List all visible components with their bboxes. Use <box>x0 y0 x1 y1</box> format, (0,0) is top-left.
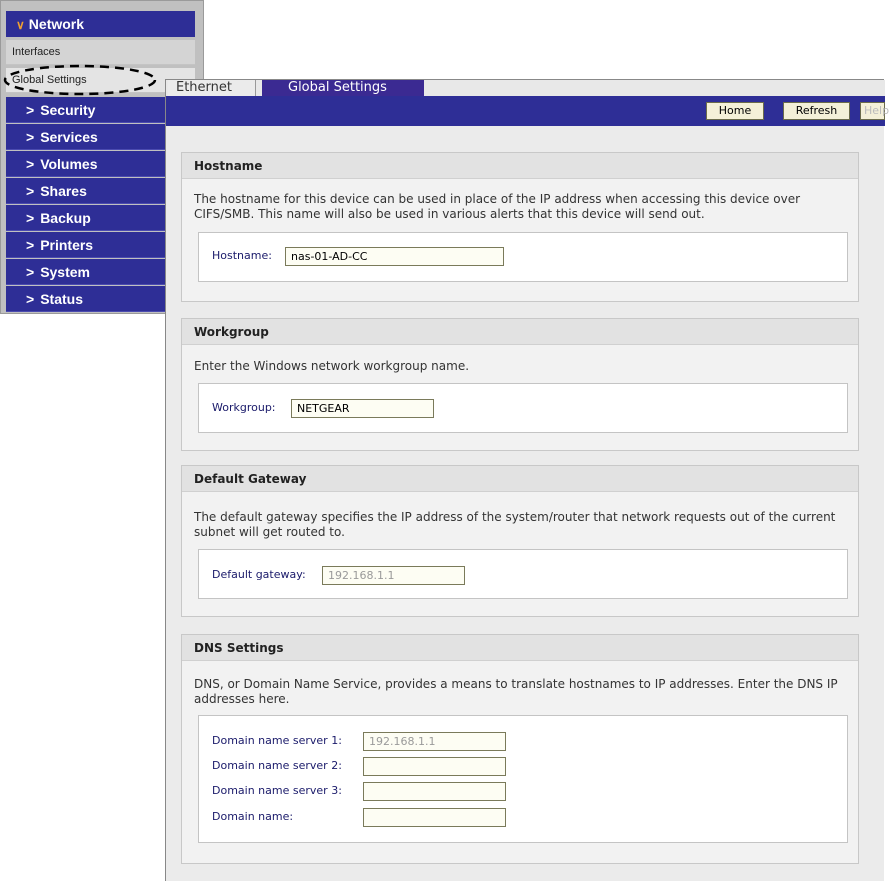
hostname-label: Hostname: <box>212 249 272 262</box>
nav-item-label: System <box>40 264 90 280</box>
nav-item-backup[interactable] <box>6 205 166 231</box>
dns-settings-section <box>181 634 859 864</box>
home-button[interactable]: Home <box>706 102 764 120</box>
dns-server-1-input[interactable]: 192.168.1.1 <box>363 732 506 751</box>
nav-item-label: Shares <box>40 183 87 199</box>
section-description: The hostname for this device can be used in place of the IP address when accessing this device over CIFS/SMB. This name will also be used in various alerts that this device will send out. <box>194 192 801 221</box>
hostname-section <box>181 152 859 302</box>
chevron-right-icon: > <box>26 156 35 172</box>
dns-server-1-label: Domain name server 1: <box>212 734 342 747</box>
workgroup-input[interactable]: NETGEAR <box>291 399 434 418</box>
section-description: The default gateway specifies the IP address of the system/router that network requests out of the current subnet will get routed to. <box>194 510 836 539</box>
workgroup-fieldbox <box>198 383 848 433</box>
dns-fieldbox <box>198 715 848 843</box>
section-description: DNS, or Domain Name Service, provides a means to translate hostnames to IP addresses. Enter the DNS IP addresses here. <box>194 677 838 706</box>
chevron-right-icon: > <box>26 291 35 307</box>
gateway-fieldbox <box>198 549 848 599</box>
section-title: Hostname <box>182 153 858 179</box>
workgroup-section <box>181 318 859 451</box>
dns-server-3-input[interactable] <box>363 782 506 801</box>
refresh-button[interactable]: Refresh <box>783 102 850 120</box>
gateway-input[interactable]: 192.168.1.1 <box>322 566 465 585</box>
nav-item-printers[interactable] <box>6 232 166 258</box>
tab-global-settings[interactable]: Global Settings <box>262 80 424 96</box>
dns-server-3-label: Domain name server 3: <box>212 784 342 797</box>
tab-bar <box>166 80 885 96</box>
nav-item-security[interactable] <box>6 97 166 123</box>
nav-item-services[interactable] <box>6 124 166 150</box>
main-panel <box>165 79 889 881</box>
chevron-right-icon: > <box>26 237 35 253</box>
chevron-right-icon: > <box>26 210 35 226</box>
nav-item-shares[interactable] <box>6 178 166 204</box>
nav-item-label: Volumes <box>40 156 98 172</box>
nav-item-label: Security <box>40 102 96 118</box>
section-title: Default Gateway <box>182 466 858 492</box>
chevron-right-icon: > <box>26 264 35 280</box>
dns-server-2-label: Domain name server 2: <box>212 759 342 772</box>
chevron-right-icon: > <box>26 102 35 118</box>
nav-item-volumes[interactable] <box>6 151 166 177</box>
nav-item-label: Status <box>40 291 83 307</box>
section-title: Workgroup <box>182 319 858 345</box>
nav-header-network[interactable] <box>6 11 195 37</box>
chevron-right-icon: > <box>26 183 35 199</box>
default-gateway-section <box>181 465 859 617</box>
section-title: DNS Settings <box>182 635 858 661</box>
nav-subitem-interfaces[interactable]: Interfaces <box>6 40 195 65</box>
chevron-down-icon: ∨ <box>16 18 25 32</box>
workgroup-label: Workgroup: <box>212 401 276 414</box>
nav-header-label: Network <box>28 16 85 32</box>
nav-item-status[interactable] <box>6 286 166 312</box>
tab-ethernet[interactable]: Ethernet <box>168 80 256 96</box>
gateway-label: Default gateway: <box>212 568 306 581</box>
domain-name-input[interactable] <box>363 808 506 827</box>
toolbar <box>166 96 889 126</box>
hostname-input[interactable]: nas-01-AD-CC <box>285 247 504 266</box>
chevron-right-icon: > <box>26 129 35 145</box>
dns-server-2-input[interactable] <box>363 757 506 776</box>
hostname-fieldbox <box>198 232 848 282</box>
section-description: Enter the Windows network workgroup name. <box>194 359 470 373</box>
nav-item-label: Backup <box>40 210 91 226</box>
nav-subitem-global-settings[interactable]: Global Settings <box>6 68 195 93</box>
help-button[interactable]: Help <box>860 102 885 120</box>
nav-item-label: Services <box>40 129 98 145</box>
nav-item-label: Printers <box>40 237 94 253</box>
nav-item-system[interactable] <box>6 259 166 285</box>
domain-name-label: Domain name: <box>212 810 294 823</box>
